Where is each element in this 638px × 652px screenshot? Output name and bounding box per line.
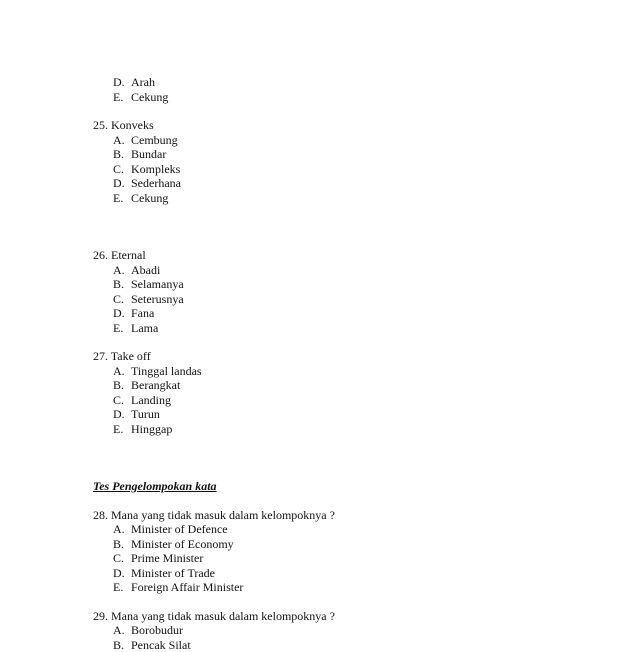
answer-option — [113, 566, 613, 581]
answer-option — [113, 522, 613, 537]
question-text: 27. Take off — [93, 349, 613, 364]
question-text: 26. Eternal — [93, 248, 613, 263]
option-text: Sederhana — [131, 176, 181, 191]
answer-options — [113, 263, 613, 336]
spacer — [93, 104, 613, 118]
option-letter: C. — [113, 551, 131, 566]
answer-options — [113, 623, 613, 652]
option-text: Minister of Trade — [131, 566, 215, 581]
answer-option — [113, 422, 613, 437]
option-text: Seterusnya — [131, 292, 184, 307]
option-text: Tinggal landas — [131, 364, 202, 379]
option-letter: D. — [113, 176, 131, 191]
option-text: Turun — [131, 407, 160, 422]
option-text: Hinggap — [131, 422, 172, 437]
option-text: Prime Minister — [131, 551, 203, 566]
option-text: Arah — [131, 75, 155, 90]
answer-option — [113, 551, 613, 566]
answer-option — [113, 580, 613, 595]
answer-option — [113, 191, 613, 206]
option-letter: E. — [113, 580, 131, 595]
option-text: Minister of Economy — [131, 537, 234, 552]
question-text: 28. Mana yang tidak masuk dalam kelompoknya ? — [93, 508, 613, 523]
spacer — [93, 494, 613, 508]
option-text: Cembung — [131, 133, 178, 148]
answer-option — [113, 306, 613, 321]
answer-options — [113, 364, 613, 437]
option-letter: B. — [113, 147, 131, 162]
option-letter: D. — [113, 75, 131, 90]
option-text: Pencak Silat — [131, 638, 191, 652]
option-text: Cekung — [131, 191, 168, 206]
answer-options — [113, 133, 613, 206]
answer-option — [113, 147, 613, 162]
answer-option — [113, 378, 613, 393]
answer-option — [113, 263, 613, 278]
answer-option — [113, 393, 613, 408]
option-letter: A. — [113, 623, 131, 638]
option-text: Minister of Defence — [131, 522, 228, 537]
question-text: 29. Mana yang tidak masuk dalam kelompoknya ? — [93, 609, 613, 624]
option-letter: E. — [113, 422, 131, 437]
option-letter: D. — [113, 407, 131, 422]
question-list — [93, 75, 613, 652]
answer-option — [113, 364, 613, 379]
answer-option — [113, 321, 613, 336]
option-letter: B. — [113, 378, 131, 393]
option-letter: C. — [113, 393, 131, 408]
option-letter: E. — [113, 321, 131, 336]
option-letter: A. — [113, 133, 131, 148]
answer-option — [113, 638, 613, 652]
option-letter: A. — [113, 522, 131, 537]
option-text: Lama — [131, 321, 158, 336]
answer-option — [113, 537, 613, 552]
answer-option — [113, 277, 613, 292]
option-letter: B. — [113, 638, 131, 652]
option-text: Bundar — [131, 147, 166, 162]
spacer — [93, 205, 613, 248]
option-letter: A. — [113, 263, 131, 278]
spacer — [93, 335, 613, 349]
option-letter: B. — [113, 537, 131, 552]
option-continuation — [93, 75, 613, 104]
question-item — [93, 349, 613, 436]
option-letter: C. — [113, 162, 131, 177]
answer-option — [113, 90, 613, 105]
question-text: 25. Konveks — [93, 118, 613, 133]
option-text: Borobudur — [131, 623, 183, 638]
option-letter: D. — [113, 566, 131, 581]
answer-options — [113, 75, 613, 104]
option-text: Abadi — [131, 263, 160, 278]
option-letter: C. — [113, 292, 131, 307]
option-letter: E. — [113, 90, 131, 105]
answer-option — [113, 133, 613, 148]
option-text: Fana — [131, 306, 154, 321]
option-text: Berangkat — [131, 378, 180, 393]
answer-option — [113, 176, 613, 191]
option-letter: D. — [113, 306, 131, 321]
spacer — [93, 436, 613, 479]
option-text: Kompleks — [131, 162, 180, 177]
section-title: Tes Pengelompokan kata — [93, 479, 613, 494]
spacer — [93, 595, 613, 609]
option-letter: B. — [113, 277, 131, 292]
answer-option — [113, 162, 613, 177]
option-letter: A. — [113, 364, 131, 379]
answer-options — [113, 522, 613, 595]
question-item — [93, 609, 613, 652]
question-item — [93, 118, 613, 205]
answer-option — [113, 407, 613, 422]
option-text: Foreign Affair Minister — [131, 580, 243, 595]
answer-option — [113, 623, 613, 638]
option-text: Landing — [131, 393, 171, 408]
option-text: Cekung — [131, 90, 168, 105]
option-letter: E. — [113, 191, 131, 206]
answer-option — [113, 292, 613, 307]
question-item — [93, 248, 613, 335]
question-item — [93, 508, 613, 595]
option-text: Selamanya — [131, 277, 184, 292]
answer-option — [113, 75, 613, 90]
